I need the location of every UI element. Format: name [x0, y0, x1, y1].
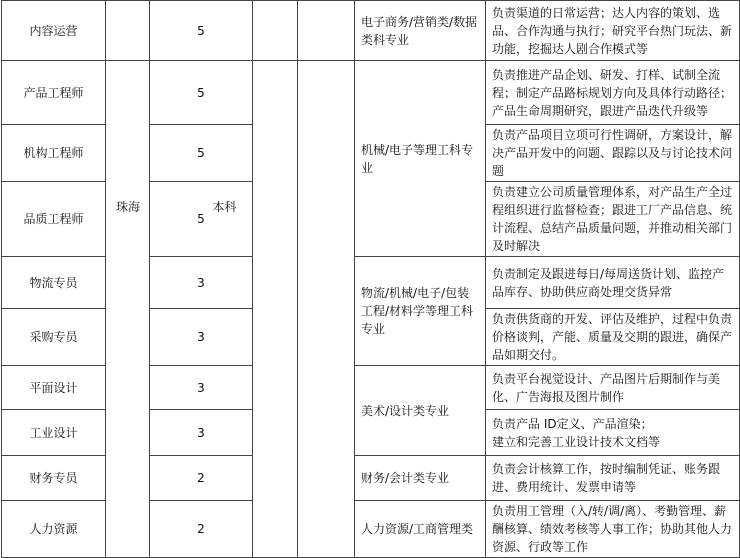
job-title: 财务专员	[2, 456, 106, 501]
headcount: 5	[150, 182, 253, 257]
major-requirement: 美术/设计类专业	[355, 366, 486, 456]
major-requirement: 人力资源/工商管理类	[355, 501, 486, 558]
job-title: 人力资源	[2, 501, 106, 558]
education-cell: 本科	[212, 200, 237, 214]
major-requirement: 机械/电子等理工科专业	[355, 61, 486, 257]
spacer-cell	[253, 61, 298, 558]
headcount: 2	[150, 456, 253, 501]
job-duty: 负责建立公司质量管理体系，对产品生产全过程组织进行监督检查；跟进工厂产品信息、统计流程、总结产品质量问题，并推动相关部门及时解决	[486, 182, 740, 257]
headcount: 3	[150, 366, 253, 410]
headcount: 5	[150, 1, 253, 61]
job-title: 工业设计	[2, 410, 106, 456]
job-duty: 负责供货商的开发、评估及维护，过程中负责价格谈判，产能、质量及交期的跟进，确保产品如期交付。	[486, 309, 740, 366]
job-title: 产品工程师	[2, 61, 106, 125]
job-title: 品质工程师	[2, 182, 106, 257]
headcount: 5	[150, 61, 253, 125]
job-duty: 负责会计核算工作，按时编制凭证、账务跟进、费用统计、发票申请等	[486, 456, 740, 501]
job-duty-line: 负责产品 ID定义、产品渲染；	[492, 416, 653, 431]
major-requirement: 财务/会计类专业	[355, 456, 486, 501]
table-row	[2, 1, 740, 61]
job-duty: 负责推进产品企划、研发、打样、试制全流程；制定产品路标规划方向及具体行动路径；产品生命周期研究，跟进产品迭代升级等	[486, 61, 740, 125]
spacer-cell	[106, 61, 150, 558]
headcount: 5	[150, 125, 253, 182]
job-title: 物流专员	[2, 257, 106, 309]
job-title: 平面设计	[2, 366, 106, 410]
spacer-cell	[298, 61, 355, 558]
job-duty	[486, 410, 740, 456]
spacer-cell	[106, 1, 150, 61]
spacer-cell	[253, 1, 298, 61]
spacer-cell	[298, 1, 355, 61]
job-duty: 负责用工管理（入/转/调/离）、考勤管理、薪酬核算、绩效考核等人事工作；协助其他人力资源、行政等工作	[486, 501, 740, 558]
job-duty-line: 建立和完善工业设计技术文档等	[492, 434, 661, 449]
major-requirement: 物流/机械/电子/包装工程/材料学等理工科专业	[355, 257, 486, 366]
job-duty: 负责产品项目立项可行性调研，方案设计，解决产品开发中的问题、跟踪以及与讨论技术问题	[486, 125, 740, 182]
job-title: 采购专员	[2, 309, 106, 366]
city-cell: 珠海	[115, 200, 140, 214]
headcount: 2	[150, 501, 253, 558]
major-requirement: 电子商务/营销类/数据类科专业	[355, 1, 486, 61]
headcount: 3	[150, 410, 253, 456]
table-row	[2, 61, 740, 125]
job-duty: 负责制定及跟进每日/每周送货计划、监控产品库存、协助供应商处理交货异常	[486, 257, 740, 309]
job-title: 内容运营	[2, 1, 106, 61]
job-title: 机构工程师	[2, 125, 106, 182]
headcount: 3	[150, 309, 253, 366]
job-duty: 负责渠道的日常运营；达人内容的策划、选品、合作沟通与执行；研究平台热门玩法、新功能，挖掘达人剧合作模式等	[486, 1, 740, 61]
headcount: 3	[150, 257, 253, 309]
job-duty: 负责平台视觉设计、产品图片后期制作与美化、广告海报及图片制作	[486, 366, 740, 410]
recruitment-table	[1, 0, 740, 558]
